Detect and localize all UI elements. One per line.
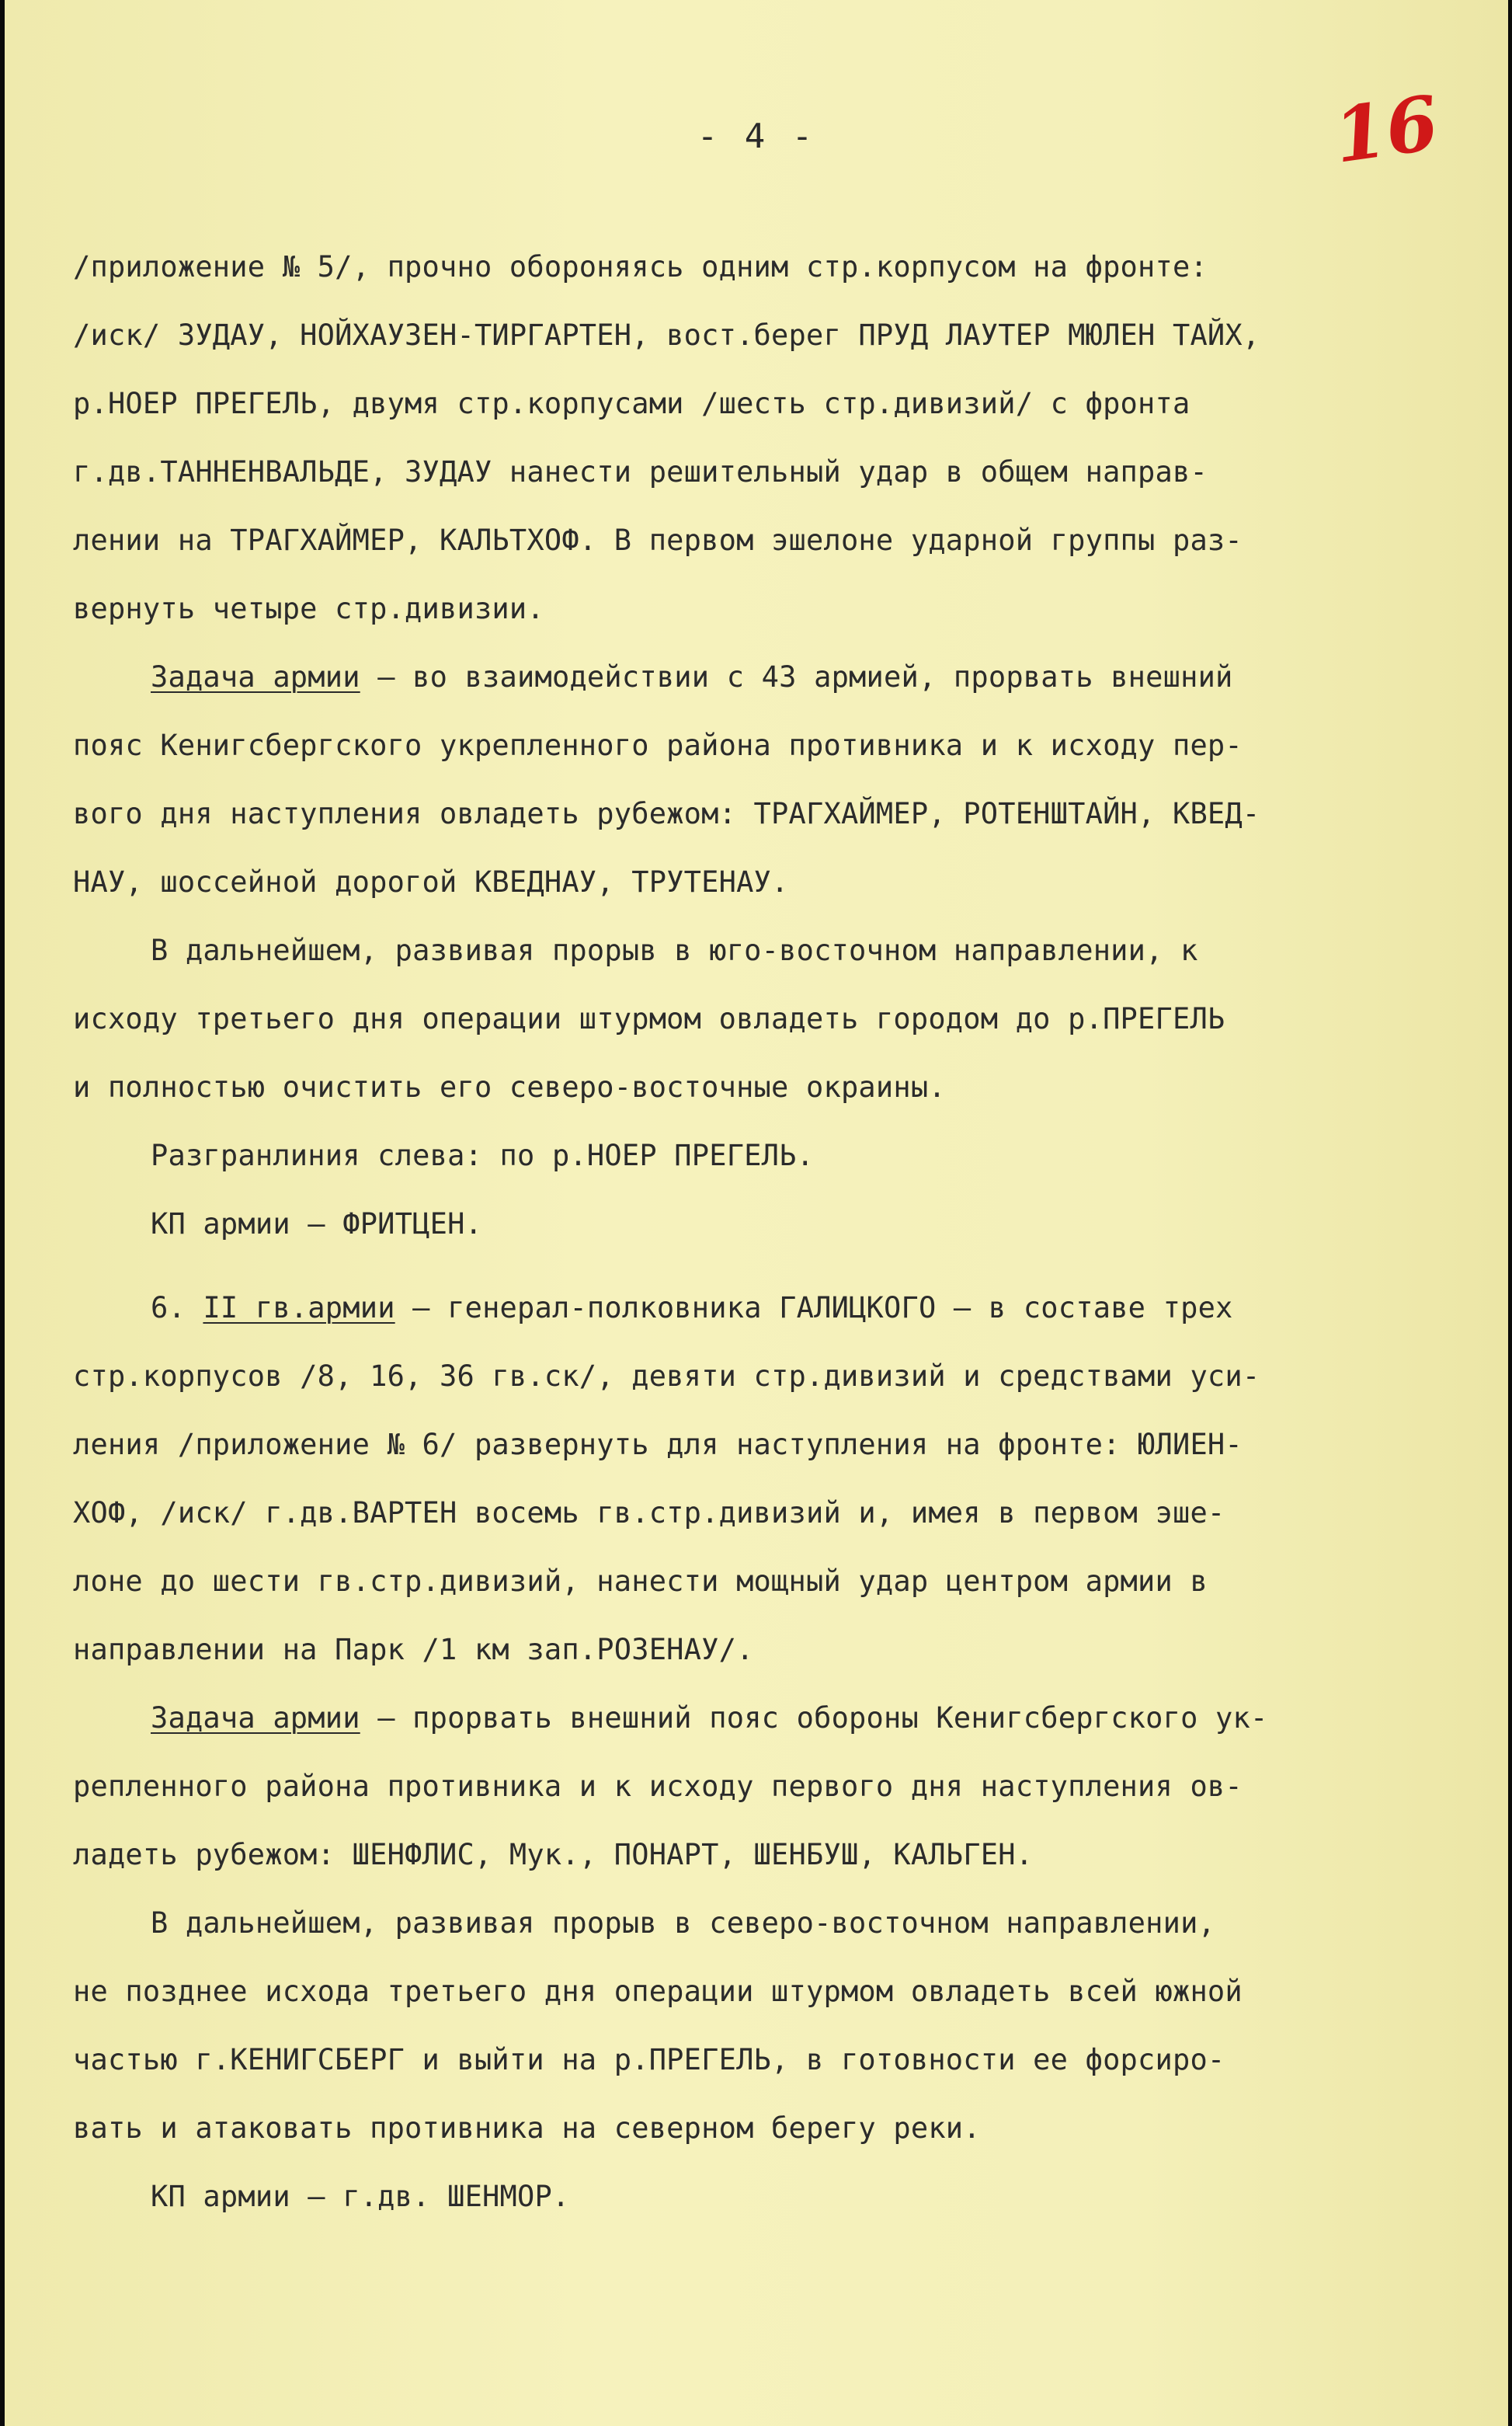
text-line: /приложение № 5/, прочно обороняясь одним стр.корпусом на фронте: bbox=[73, 250, 1208, 284]
text-line: В дальнейшем, развивая прорыв в юго-восточном направлении, к bbox=[151, 934, 1198, 967]
underlined-heading: II гв.армии bbox=[203, 1291, 395, 1324]
handwritten-folio-number: 16 bbox=[1328, 78, 1444, 180]
text-fragment: – генерал-полковника ГАЛИЦКОГО – в составе трех bbox=[412, 1291, 1233, 1324]
spacer bbox=[73, 1258, 1502, 1274]
text-line: Разгранлиния слева: по р.НОЕР ПРЕГЕЛЬ. bbox=[151, 1139, 815, 1172]
text-line: ХОФ, /иск/ г.дв.ВАРТЕН восемь гв.стр.дивизий и, имея в первом эше- bbox=[73, 1496, 1225, 1530]
text-line: и полностью очистить его северо-восточные окраины. bbox=[73, 1070, 946, 1104]
text-line bbox=[73, 643, 1502, 712]
text-line: КП армии – ФРИТЦЕН. bbox=[151, 1207, 483, 1241]
text-line: вать и атаковать противника на северном берегу реки. bbox=[73, 2111, 981, 2145]
text-line: частью г.КЕНИГСБЕРГ и выйти на р.ПРЕГЕЛЬ, в готовности ее форсиро- bbox=[73, 2043, 1225, 2076]
text-line: р.НОЕР ПРЕГЕЛЬ, двумя стр.корпусами /шесть стр.дивизий/ с фронта bbox=[73, 387, 1190, 420]
text-line: г.дв.ТАННЕНВАЛЬДЕ, ЗУДАУ нанести решительный удар в общем направ- bbox=[73, 455, 1208, 489]
text-line: ладеть рубежом: ШЕНФЛИС, Мук., ПОНАРТ, ШЕНБУШ, КАЛЬГЕН. bbox=[73, 1838, 1034, 1871]
text-line: направлении на Парк /1 км зап.РОЗЕНАУ/. bbox=[73, 1633, 754, 1666]
page-number: - 4 - bbox=[697, 117, 816, 156]
text-line: репленного района противника и к исходу первого дня наступления ов- bbox=[73, 1770, 1243, 1803]
text-line: /иск/ ЗУДАУ, НОЙХАУЗЕН-ТИРГАРТЕН, вост.берег ПРУД ЛАУТЕР МЮЛЕН ТАЙХ, bbox=[73, 318, 1260, 352]
text-line: не позднее исхода третьего дня операции штурмом овладеть всей южной bbox=[73, 1975, 1243, 2008]
text-line: КП армии – г.дв. ШЕНМОР. bbox=[151, 2180, 570, 2213]
text-line: исходу третьего дня операции штурмом овладеть городом до р.ПРЕГЕЛЬ bbox=[73, 1002, 1225, 1035]
text-line: лоне до шести гв.стр.дивизий, нанести мощный удар центром армии в bbox=[73, 1565, 1208, 1598]
underlined-heading: Задача армии bbox=[151, 660, 360, 694]
underlined-heading: Задача армии bbox=[151, 1701, 360, 1735]
item-number: 6. bbox=[151, 1291, 186, 1324]
text-line: В дальнейшем, развивая прорыв в северо-восточном направлении, bbox=[151, 1906, 1216, 1940]
text-line bbox=[73, 1274, 1502, 1342]
text-fragment: – прорвать внешний пояс обороны Кенигсбергского ук- bbox=[377, 1701, 1268, 1735]
text-line: лении на ТРАГХАЙМЕР, КАЛЬТХОФ. В первом эшелоне ударной группы раз- bbox=[73, 524, 1243, 557]
document-page bbox=[5, 0, 1508, 2426]
text-line: НАУ, шоссейной дорогой КВЕДНАУ, ТРУТЕНАУ. bbox=[73, 865, 789, 899]
text-fragment: – во взаимодействии с 43 армией, прорвать внешний bbox=[377, 660, 1233, 694]
text-line: стр.корпусов /8, 16, 36 гв.ск/, девяти стр.дивизий и средствами уси- bbox=[73, 1359, 1260, 1393]
text-line: ления /приложение № 6/ развернуть для наступления на фронте: ЮЛИЕН- bbox=[73, 1428, 1243, 1461]
text-line bbox=[73, 1684, 1502, 1752]
text-line: вернуть четыре стр.дивизии. bbox=[73, 592, 544, 625]
text-line: пояс Кенигсбергского укрепленного района противника и к исходу пер- bbox=[73, 729, 1243, 762]
text-line: вого дня наступления овладеть рубежом: ТРАГХАЙМЕР, РОТЕНШТАЙН, КВЕД- bbox=[73, 797, 1260, 830]
body-text bbox=[73, 233, 1502, 2231]
